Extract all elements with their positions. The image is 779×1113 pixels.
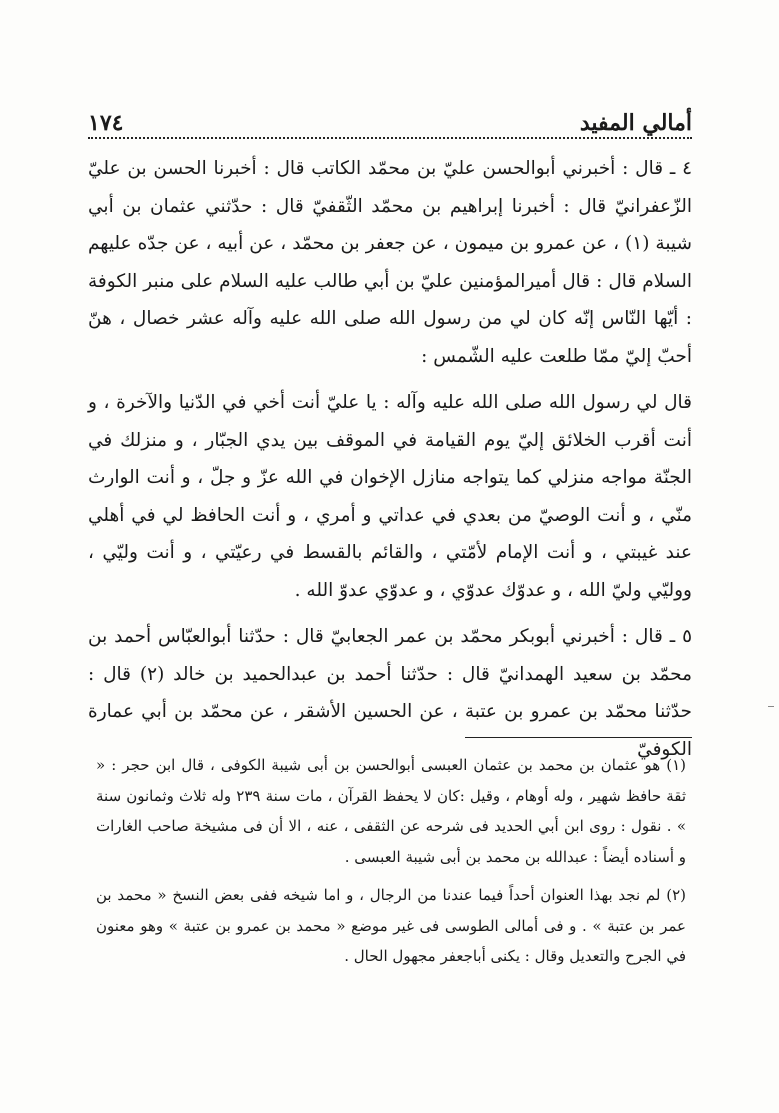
footnote-2: (٢) لم نجد بهذا العنوان أحداً فيما عندنا من الرجال ، و اما شيخه ففى بعض النسخ « محمد بن عمر بن عتبة » . و فى أمالى الطوسى فى غير موضع « محمد بن عمرو بن عتبة » وهو معنون في الجرح والتعديل وقال : يكنى أباجعفر مجهول الحال . [96, 886, 686, 965]
header-dotted-rule [88, 137, 692, 139]
footnotes [96, 750, 686, 972]
footnote-1: (١) هو عثمان بن محمد بن عثمان العبسى أبوالحسن بن أبى شيبة الكوفى ، قال ابن حجر : « ثقة حافظ شهير ، وله أوهام ، وقيل :كان لا يحفظ القرآن ، مات سنة ٢٣٩ وله ثلاث وثمانون سنة » . نقول : روى ابن أبي الحديد فى شرحه عن الثقفى ، عنه ، الا أن فى مشيخة صاحب الغارات و أسناده أيضاً : عبدالله بن محمد بن أبى شيبة العبسى . [96, 756, 687, 866]
paragraph-prophet-saying: قال لي رسول الله صلى الله عليه وآله : يا عليّ أنت أخي في الدّنيا والآخرة ، و أنت أقرب الخلائق إليّ يوم القيامة في الموقف بين يدي الجبّار ، و منزلك في الجنّة مواجه منزلي كما يتواجه منازل الإخوان في الله عزّ و جلّ ، و أنت الوارث منّي ، و أنت الوصيّ من بعدي في عداتي و أمري ، و أنت الحافظ لي في أهلي عند غيبتي ، و أنت الإمام لأمّتي ، والقائم بالقسط في رعيّتي ، و أنت وليّي ، ووليّي وليّ الله ، و عدوّك عدوّي ، و عدوّي عدوّ الله . [88, 392, 692, 601]
paragraph-hadith-4: ٤ ـ قال : أخبرني أبوالحسن عليّ بن محمّد الكاتب قال : أخبرنا الحسن بن عليّ الزّعفرانيّ قال : أخبرنا إبراهيم بن محمّد الثّقفيّ قال : حدّثني عثمان بن أبي شيبة (١) ، عن عمرو بن ميمون ، عن جعفر بن محمّد ، عن أبيه ، عن جدّه عليهم السلام قال : قال أميرالمؤمنين عليّ بن أبي طالب عليه السلام على منبر الكوفة : أيّها النّاس إنّه كان لي من رسول الله صلى الله عليه وآله عشر خصال ، هنّ أحبّ إليّ ممّا طلعت عليه الشّمس : [88, 158, 692, 367]
margin-mark [768, 706, 774, 707]
page-number: ١٧٤ [88, 110, 124, 136]
footnote-separator [465, 737, 692, 738]
main-text [88, 150, 692, 768]
paragraph-hadith-5: ٥ ـ قال : أخبرني أبوبكر محمّد بن عمر الجعابيّ قال : حدّثنا أبوالعبّاس أحمد بن محمّد بن سعيد الهمدانيّ قال : حدّثنا أحمد بن عبدالحميد بن خالد (٢) قال : حدّثنا محمّد بن عمرو بن عتبة ، عن الحسين الأشقر ، عن محمّد بن أبي عمارة الكوفيّ [88, 626, 692, 760]
book-title: أمالي المفيد [579, 110, 692, 136]
page-header [88, 96, 692, 136]
